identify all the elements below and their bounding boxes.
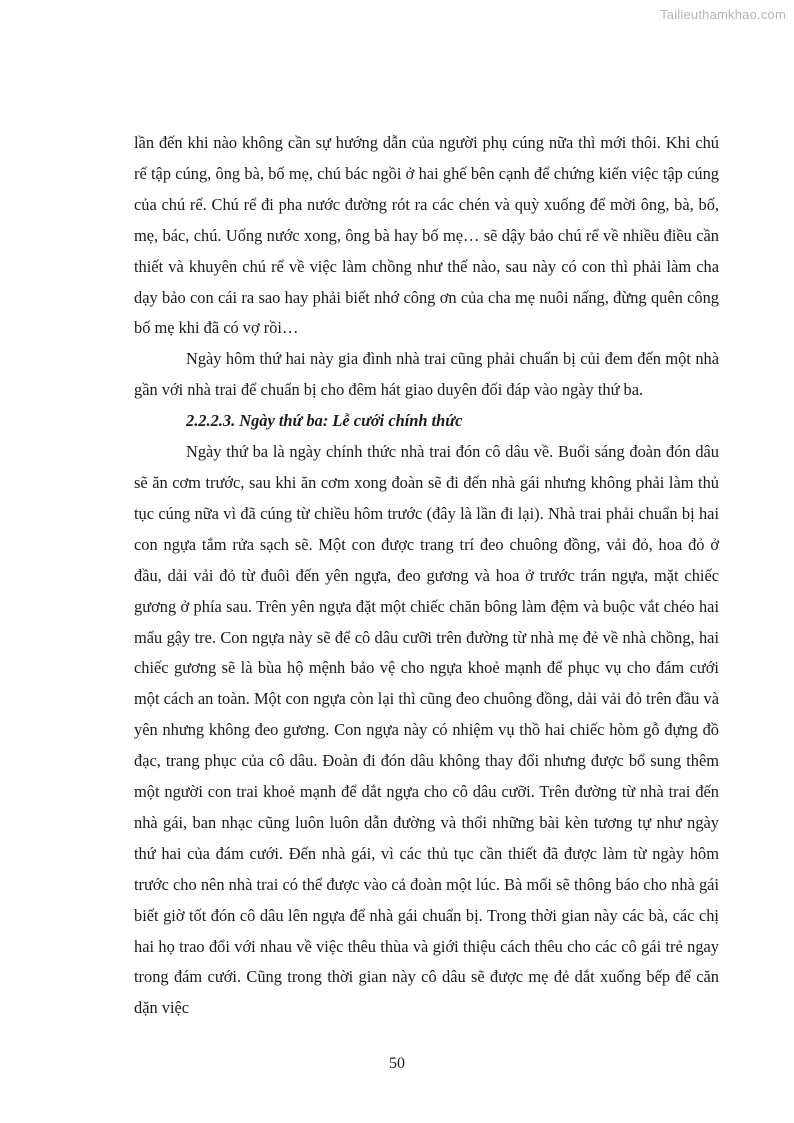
page-body — [134, 128, 719, 1024]
page-number: 50 — [389, 1055, 405, 1072]
paragraph-continuation: lần đến khi nào không cần sự hướng dẫn của người phụ cúng nữa thì mới thôi. Khi chú rể tập cúng, ông bà, bố mẹ, chú bác ngồi ở hai ghế bên cạnh để chứng kiến việc tập cúng của chú rể. Chú rể đi pha nước đường rót ra các chén và quỳ xuống để mời ông, bà, bố, mẹ, bác, chú. Uống nước xong, ông bà hay bố mẹ… sẽ dậy bảo chú rể về nhiều điều cần thiết và khuyên chú rể về việc làm chồng như thế nào, sau này có con thì phải làm cha dạy bảo con cái ra sao hay phải biết nhớ công ơn của cha mẹ nuôi nấng, đừng quên công bố mẹ khi đã có vợ rồi… — [134, 133, 719, 338]
section-heading: 2.2.2.3. Ngày thứ ba: Lễ cưới chính thức — [186, 411, 463, 431]
paragraph-second-day: Ngày hôm thứ hai này gia đình nhà trai cũng phải chuẩn bị củi đem đến một nhà gần với nhà trai để chuẩn bị cho đêm hát giao duyên đối đáp vào ngày thứ ba. — [134, 349, 719, 400]
paragraph-third-day: Ngày thứ ba là ngày chính thức nhà trai đón cô dâu về. Buổi sáng đoàn đón dâu sẽ ăn cơm trước, sau khi ăn cơm xong đoàn sẽ đi đến nhà gái nhưng không phải làm thủ tục cúng nữa vì đã cúng từ chiều hôm trước (đây là lần đi lại). Nhà trai phải chuẩn bị hai con ngựa tắm rửa sạch sẽ. Một con được trang trí đeo chuông đồng, vải đỏ, hoa đỏ ở đầu, dải vải đỏ từ đuôi đến yên ngựa, đeo gương và hoa ở trước trán ngựa, mặt chiếc gương ở phía sau. Trên yên ngựa đặt một chiếc chăn bông làm đệm và buộc vắt chéo hai mẩu gậy tre. Con ngựa này sẽ để cô dâu cưỡi trên đường từ nhà mẹ đẻ về nhà chồng, hai chiếc gương sẽ là bùa hộ mệnh bảo vệ cho ngựa khoẻ mạnh để phục vụ cho đám cưới một cách an toàn. Một con ngựa còn lại thì cũng đeo chuông đồng, dải vải đỏ trên đầu và yên nhưng không đeo gương. Con ngựa này có nhiệm vụ thồ hai chiếc hòm gỗ đựng đồ đạc, trang phục của cô dâu. Đoàn đi đón dâu không thay đổi nhưng được bổ sung thêm một người con trai khoẻ mạnh để dắt ngựa cho cô dâu cưỡi. Trên đường từ nhà trai đến nhà gái, ban nhạc cũng luôn luôn dẫn đường và thổi những bài kèn tương tự như ngày thứ hai của đám cưới. Đến nhà gái, vì các thủ tục cần thiết đã được làm từ ngày hôm trước cho nên nhà trai có thể được vào cả đoàn một lúc. Bà mối sẽ thông báo cho nhà gái biết giờ tốt đón cô dâu lên ngựa để nhà gái chuẩn bị. Trong thời gian này các bà, các chị hai họ trao đổi với nhau về việc thêu thùa và giới thiệu cách thêu cho các cô gái trẻ ngay trong đám cưới. Cũng trong thời gian này cô dâu sẽ được mẹ đẻ dắt xuống bếp để căn dặn việc — [134, 442, 719, 1018]
watermark: Tailieuthamkhao.com — [660, 7, 786, 22]
